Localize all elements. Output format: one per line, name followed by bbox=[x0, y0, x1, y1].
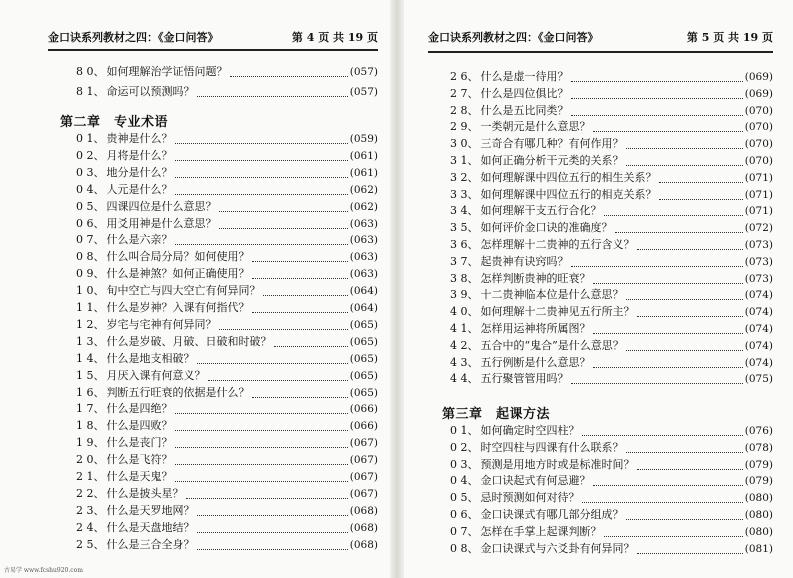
toc-leader-dots bbox=[252, 251, 348, 262]
toc-leader-dots bbox=[604, 526, 743, 537]
toc-entry-page: (059) bbox=[349, 133, 378, 145]
toc-entry bbox=[76, 130, 378, 147]
toc-entry bbox=[450, 506, 773, 523]
toc-entry-page: (064) bbox=[349, 302, 378, 314]
toc-entry-number: 0 1、 bbox=[450, 424, 479, 437]
toc-entry bbox=[76, 181, 378, 198]
toc-entry bbox=[450, 102, 773, 119]
toc-entry-page: (067) bbox=[349, 487, 378, 500]
header-rule bbox=[428, 51, 773, 53]
toc-entry-number: 0 5、 bbox=[76, 199, 105, 213]
toc-entry-number: 4 1、 bbox=[450, 322, 479, 335]
toc-entry-title: 如何理解十二贵神见五行所主？ bbox=[480, 305, 635, 319]
toc-entry-page: (081) bbox=[744, 542, 773, 555]
toc-entry bbox=[450, 489, 773, 506]
toc-entry bbox=[76, 468, 378, 485]
left-page-header bbox=[48, 30, 378, 46]
toc-entry-number: 0 6、 bbox=[76, 216, 105, 230]
toc-leader-dots bbox=[197, 505, 348, 516]
toc-entry-title: 时空四柱与四课有什么联系？ bbox=[480, 440, 624, 454]
toc-entry-number: 1 8、 bbox=[76, 419, 105, 433]
toc-leader-dots bbox=[615, 222, 743, 233]
toc-entry-number: 2 9、 bbox=[450, 120, 479, 134]
toc-entry bbox=[76, 299, 378, 316]
toc-entry bbox=[76, 164, 378, 181]
toc-entry bbox=[76, 198, 378, 215]
toc-entry-page: (061) bbox=[349, 166, 378, 179]
toc-entry-number: 3 7、 bbox=[450, 254, 479, 268]
toc-entry-number: 3 2、 bbox=[450, 170, 479, 184]
left-page bbox=[0, 0, 393, 578]
toc-leader-dots bbox=[626, 509, 743, 520]
toc-leader-dots bbox=[175, 167, 348, 178]
toc-entry-title: 什么是神煞？如何正确使用？ bbox=[106, 267, 250, 281]
toc-leader-dots bbox=[197, 86, 348, 97]
toc-entry-title: 如何理解课中四位五行的相克关系？ bbox=[480, 187, 657, 201]
toc-entry-number: 1 4、 bbox=[76, 351, 105, 365]
toc-entry-page: (080) bbox=[744, 509, 773, 521]
toc-entry bbox=[450, 152, 773, 169]
toc-entry-number: 3 0、 bbox=[450, 137, 479, 151]
toc-entry-page: (071) bbox=[744, 188, 773, 201]
toc-entry-page: (069) bbox=[744, 71, 773, 83]
toc-leader-dots bbox=[593, 121, 743, 132]
toc-leader-dots bbox=[637, 543, 743, 554]
toc-entry-page: (065) bbox=[349, 318, 378, 331]
toc-entry-page: (062) bbox=[349, 183, 378, 196]
toc-entry-number: 2 7、 bbox=[450, 86, 479, 100]
toc-leader-dots bbox=[175, 471, 348, 482]
toc-entry-title: 五合中的“鬼合”是什么意思？ bbox=[480, 338, 624, 352]
toc-entry-number: 2 4、 bbox=[76, 520, 105, 534]
toc-entry bbox=[450, 422, 773, 439]
toc-entry bbox=[76, 451, 378, 468]
toc-entry-number: 0 7、 bbox=[450, 524, 479, 538]
toc-leader-dots bbox=[197, 353, 348, 364]
toc-entry-title: 判断五行旺衰的依据是什么？ bbox=[106, 385, 250, 399]
toc-entry-page: (065) bbox=[349, 369, 378, 382]
toc-entry-number: 3 5、 bbox=[450, 221, 479, 235]
toc-entry-number: 3 3、 bbox=[450, 187, 479, 201]
toc-leader-dots bbox=[593, 357, 743, 368]
toc-entry bbox=[76, 63, 378, 80]
toc-entry-title: 三奇合有哪几种？有何作用？ bbox=[480, 137, 624, 151]
toc-entry-title: 什么是天盘地结？ bbox=[106, 520, 195, 534]
toc-entry bbox=[450, 472, 773, 489]
toc-entry-title: 忌时预测如何对待？ bbox=[480, 491, 580, 505]
toc-leader-dots bbox=[219, 319, 348, 330]
toc-entry-number: 8 1、 bbox=[76, 85, 105, 98]
toc-entry-title: 人元是什么？ bbox=[106, 182, 173, 196]
toc-entry-title: 什么是天鬼？ bbox=[106, 470, 173, 483]
toc-leader-dots bbox=[604, 205, 743, 216]
toc-entry-title: 什么是岁破、月破、日破和时破？ bbox=[106, 334, 272, 348]
toc-entry-number: 1 0、 bbox=[76, 284, 105, 298]
toc-leader-dots bbox=[175, 403, 348, 414]
toc-entry-title: 四课四位是什么意思？ bbox=[106, 199, 217, 213]
toc-entry-title: 什么是虚一待用？ bbox=[480, 70, 569, 83]
toc-entry-title: 怎样用运神将所属图？ bbox=[480, 322, 591, 335]
toc-entry bbox=[76, 434, 378, 451]
toc-entry-page: (068) bbox=[349, 504, 378, 517]
toc-leader-dots bbox=[637, 459, 743, 470]
toc-entry-title: 什么是四位俱比？ bbox=[480, 86, 569, 100]
toc-entry-number: 3 1、 bbox=[450, 154, 479, 167]
toc-entry-number: 0 4、 bbox=[450, 474, 479, 488]
toc-leader-dots bbox=[175, 234, 348, 245]
toc-entry-page: (071) bbox=[744, 205, 773, 218]
toc-leader-dots bbox=[637, 306, 743, 317]
toc-entry-number: 0 3、 bbox=[450, 457, 479, 471]
toc-entry-title: 月厌入课有何意义？ bbox=[106, 368, 206, 382]
toc-entry bbox=[450, 303, 773, 320]
toc-entry-page: (075) bbox=[744, 373, 773, 386]
toc-leader-dots bbox=[571, 88, 743, 99]
toc-entry-title: 用爻用神是什么意思？ bbox=[106, 216, 217, 230]
toc-entry-title: 什么是飞符？ bbox=[106, 453, 173, 467]
toc-entry-number: 8 0、 bbox=[76, 65, 105, 78]
toc-entry-title: 什么是六亲？ bbox=[106, 233, 173, 247]
toc-entry bbox=[450, 186, 773, 203]
toc-entry-page: (057) bbox=[349, 86, 378, 98]
toc-leader-dots bbox=[208, 370, 348, 381]
toc-entry-title: 什么是三合全身？ bbox=[106, 537, 195, 551]
toc-entry-page: (063) bbox=[349, 251, 378, 264]
toc-entry-page: (062) bbox=[349, 200, 378, 213]
toc-entry-title: 什么叫合局分局？如何使用？ bbox=[106, 250, 250, 264]
toc-entry-number: 3 6、 bbox=[450, 238, 479, 251]
toc-entry-page: (073) bbox=[744, 239, 773, 251]
toc-leader-dots bbox=[571, 71, 743, 82]
toc-leader-dots bbox=[571, 105, 743, 116]
toc-entry bbox=[450, 270, 773, 287]
toc-entry-page: (065) bbox=[349, 386, 378, 399]
toc-entry bbox=[450, 320, 773, 337]
toc-entry-title: 十二贵神临本位是什么意思？ bbox=[480, 288, 624, 302]
toc-entry-page: (070) bbox=[744, 138, 773, 151]
toc-entry bbox=[76, 350, 378, 367]
toc-entry bbox=[76, 400, 378, 417]
toc-entry-number: 1 3、 bbox=[76, 334, 105, 348]
toc-entry-page: (070) bbox=[744, 155, 773, 167]
toc-entry-title: 金口诀课式与六爻卦有何异同？ bbox=[480, 541, 635, 555]
toc-entry-title: 地分是什么？ bbox=[106, 165, 173, 179]
toc-entry-title: 旬中空亡与四大空亡有何异同？ bbox=[106, 284, 261, 298]
toc-entry-number: 1 7、 bbox=[76, 402, 105, 416]
toc-entry bbox=[76, 316, 378, 333]
toc-entry-page: (067) bbox=[349, 471, 378, 483]
toc-entry-number: 0 1、 bbox=[76, 132, 105, 145]
toc-entry-number: 3 8、 bbox=[450, 271, 479, 285]
toc-entry-page: (067) bbox=[349, 437, 378, 450]
chapter-heading: 第二章 专业术语 bbox=[60, 115, 169, 130]
toc-entry-title: 怎样判断贵神的旺衰？ bbox=[480, 271, 591, 285]
toc-entry-number: 0 4、 bbox=[76, 182, 105, 196]
toc-entry bbox=[76, 502, 378, 519]
toc-entry bbox=[450, 169, 773, 186]
toc-leader-dots bbox=[571, 256, 743, 267]
toc-entry-number: 0 8、 bbox=[76, 250, 105, 264]
toc-entry bbox=[450, 540, 773, 557]
toc-leader-dots bbox=[571, 373, 743, 384]
toc-entry-page: (076) bbox=[744, 425, 773, 437]
toc-entry-title: 如何理解治学证悟问题？ bbox=[106, 65, 228, 78]
toc-entry-page: (071) bbox=[744, 171, 773, 184]
toc-leader-dots bbox=[582, 492, 743, 503]
toc-entry-number: 0 5、 bbox=[450, 491, 479, 505]
toc-entry-page: (061) bbox=[349, 149, 378, 162]
toc-entry-page: (069) bbox=[744, 87, 773, 100]
toc-entry-title: 如何理解课中四位五行的相生关系？ bbox=[480, 170, 657, 184]
toc-entry bbox=[450, 236, 773, 253]
toc-entry-title: 什么是四败？ bbox=[106, 419, 173, 433]
right-page-header bbox=[428, 30, 773, 46]
toc-leader-dots bbox=[626, 442, 743, 453]
toc-leader-dots bbox=[626, 138, 743, 149]
toc-leader-dots bbox=[274, 336, 348, 347]
toc-entry-title: 金口诀起式有何忌避？ bbox=[480, 474, 591, 488]
toc-entry bbox=[76, 248, 378, 265]
toc-entry-title: 什么是天罗地网？ bbox=[106, 503, 195, 517]
toc-entry-title: 五行例断是什么意思？ bbox=[480, 355, 591, 369]
toc-entry bbox=[76, 333, 378, 350]
toc-entry bbox=[450, 135, 773, 152]
toc-entry-page: (074) bbox=[744, 339, 773, 352]
toc-entry-number: 1 2、 bbox=[76, 317, 105, 331]
toc-leader-dots bbox=[230, 66, 348, 77]
toc-entry bbox=[76, 215, 378, 232]
toc-entry-page: (066) bbox=[349, 403, 378, 416]
toc-leader-dots bbox=[626, 155, 743, 166]
toc-leader-dots bbox=[637, 239, 743, 250]
toc-entry-page: (070) bbox=[744, 121, 773, 134]
toc-entry-page: (073) bbox=[744, 255, 773, 268]
toc-entry-number: 2 2、 bbox=[76, 486, 105, 500]
toc-entry-title: 月将是什么？ bbox=[106, 148, 173, 162]
footer-watermark: 古易学 www.fcshu920.com bbox=[4, 567, 83, 574]
toc-entry-title: 贵神是什么？ bbox=[106, 132, 173, 145]
toc-entry bbox=[450, 118, 773, 135]
toc-entry-number: 2 3、 bbox=[76, 503, 105, 517]
toc-entry-page: (064) bbox=[349, 285, 378, 298]
right-page bbox=[400, 0, 793, 578]
toc-leader-dots bbox=[626, 289, 743, 300]
toc-entry-number: 0 8、 bbox=[450, 541, 479, 555]
toc-entry-title: 什么是四绝？ bbox=[106, 402, 173, 416]
toc-entry-page: (080) bbox=[744, 492, 773, 505]
toc-entry-number: 2 0、 bbox=[76, 453, 105, 467]
toc-entry-page: (074) bbox=[744, 356, 773, 369]
toc-entry bbox=[450, 456, 773, 473]
toc-entry-page: (074) bbox=[744, 289, 773, 302]
toc-entry-number: 2 6、 bbox=[450, 70, 479, 83]
toc-entry-title: 一类朝元是什么意思？ bbox=[480, 120, 591, 134]
toc-entry-page: (068) bbox=[349, 521, 378, 534]
chapter-heading: 第三章 起课方法 bbox=[442, 407, 551, 422]
toc-entry-title: 如何评价金口诀的准确度？ bbox=[480, 221, 613, 235]
toc-entry-page: (073) bbox=[744, 272, 773, 285]
toc-entry bbox=[76, 417, 378, 434]
toc-entry-title: 怎样在手掌上起课判断？ bbox=[480, 524, 602, 538]
toc-entry-page: (074) bbox=[744, 323, 773, 335]
toc-entry-title: 什么是岁神？入课有何指代？ bbox=[106, 301, 250, 314]
toc-leader-dots bbox=[593, 475, 743, 486]
toc-entry-title: 起贵神有诀窍吗？ bbox=[480, 254, 569, 268]
toc-entry-number: 1 5、 bbox=[76, 368, 105, 382]
toc-entry-page: (079) bbox=[744, 475, 773, 488]
toc-entry-number: 4 4、 bbox=[450, 372, 479, 386]
toc-entry-page: (080) bbox=[744, 525, 773, 538]
toc-entry-number: 0 3、 bbox=[76, 165, 105, 179]
toc-entry bbox=[450, 68, 773, 85]
toc-entry-number: 1 6、 bbox=[76, 385, 105, 399]
toc-entry bbox=[450, 286, 773, 303]
toc-entry-number: 2 5、 bbox=[76, 537, 105, 551]
toc-leader-dots bbox=[175, 437, 348, 448]
toc-leader-dots bbox=[186, 488, 348, 499]
toc-entry-page: (063) bbox=[349, 268, 378, 281]
toc-entry bbox=[76, 367, 378, 384]
toc-leader-dots bbox=[626, 340, 743, 351]
toc-entry-page: (078) bbox=[744, 441, 773, 454]
toc-entry-title: 五行聚管管用吗？ bbox=[480, 372, 569, 386]
toc-leader-dots bbox=[175, 420, 348, 431]
header-title: 金口诀系列教材之四：《金口问答》 bbox=[428, 31, 599, 44]
toc-entry-page: (072) bbox=[744, 222, 773, 235]
toc-entry-title: 什么是地支相破？ bbox=[106, 351, 195, 365]
header-title: 金口诀系列教材之四：《金口问答》 bbox=[48, 31, 219, 44]
toc-entry bbox=[450, 219, 773, 236]
toc-entry-page: (067) bbox=[349, 454, 378, 467]
header-rule bbox=[48, 49, 378, 51]
toc-entry-title: 怎样理解十二贵神的五行含义？ bbox=[480, 238, 635, 251]
toc-entry-number: 4 3、 bbox=[450, 355, 479, 369]
toc-entry-number: 0 2、 bbox=[76, 148, 105, 162]
toc-leader-dots bbox=[175, 150, 348, 161]
toc-leader-dots bbox=[197, 539, 348, 550]
toc-entry-page: (068) bbox=[349, 538, 378, 551]
toc-entry-page: (079) bbox=[744, 458, 773, 471]
toc-entry-number: 2 1、 bbox=[76, 470, 105, 483]
toc-leader-dots bbox=[219, 218, 348, 229]
toc-entry bbox=[450, 439, 773, 456]
toc-entry-page: (063) bbox=[349, 234, 378, 247]
toc-leader-dots bbox=[175, 184, 348, 195]
toc-entry-number: 2 8、 bbox=[450, 103, 479, 117]
toc-leader-dots bbox=[593, 323, 743, 334]
toc-entry bbox=[450, 85, 773, 102]
toc-entry-number: 0 9、 bbox=[76, 267, 105, 281]
toc-entry-title: 如何确定时空四柱？ bbox=[480, 424, 580, 437]
toc-entry-page: (066) bbox=[349, 420, 378, 433]
toc-entry bbox=[450, 523, 773, 540]
toc-entry-title: 命运可以预测吗？ bbox=[106, 85, 195, 98]
toc-leader-dots bbox=[219, 201, 348, 212]
toc-entry bbox=[450, 370, 773, 387]
header-page-number: 第 5 页 共 19 页 bbox=[686, 31, 773, 44]
toc-entry bbox=[76, 83, 378, 100]
toc-leader-dots bbox=[263, 285, 348, 296]
toc-leader-dots bbox=[175, 133, 348, 144]
toc-leader-dots bbox=[252, 387, 348, 398]
toc-entry bbox=[450, 337, 773, 354]
toc-entry-title: 岁宅与宅神有何异同？ bbox=[106, 317, 217, 331]
toc-entry bbox=[76, 384, 378, 401]
toc-entry-title: 金口诀课式有哪几部分组成？ bbox=[480, 508, 624, 521]
toc-entry bbox=[76, 282, 378, 299]
toc-entry-number: 4 0、 bbox=[450, 305, 479, 319]
toc-entry-number: 1 1、 bbox=[76, 301, 105, 314]
toc-leader-dots bbox=[593, 273, 743, 284]
toc-entry-number: 1 9、 bbox=[76, 436, 105, 450]
toc-leader-dots bbox=[197, 522, 348, 533]
toc-entry bbox=[450, 354, 773, 371]
toc-entry bbox=[450, 253, 773, 270]
toc-entry bbox=[76, 519, 378, 536]
toc-entry bbox=[76, 231, 378, 248]
toc-entry-number: 3 9、 bbox=[450, 288, 479, 302]
toc-entry-page: (057) bbox=[349, 66, 378, 78]
toc-entry bbox=[76, 536, 378, 553]
toc-entry-number: 0 2、 bbox=[450, 440, 479, 454]
toc-leader-dots bbox=[659, 172, 743, 183]
toc-leader-dots bbox=[659, 189, 743, 200]
toc-entry bbox=[76, 147, 378, 164]
toc-entry-page: (065) bbox=[349, 335, 378, 348]
toc-entry-page: (065) bbox=[349, 352, 378, 365]
toc-entry-title: 什么是五比同类？ bbox=[480, 103, 569, 117]
toc-entry-title: 如何理解干支五行合化？ bbox=[480, 204, 602, 218]
toc-entry-title: 如何正确分析干元类的关系？ bbox=[480, 154, 624, 167]
toc-entry-page: (063) bbox=[349, 217, 378, 230]
toc-leader-dots bbox=[582, 425, 743, 436]
toc-entry-number: 4 2、 bbox=[450, 338, 479, 352]
toc-entry-page: (070) bbox=[744, 104, 773, 117]
toc-entry bbox=[76, 265, 378, 282]
header-page-number: 第 4 页 共 19 页 bbox=[291, 31, 378, 44]
toc-leader-dots bbox=[175, 454, 348, 465]
toc-entry-number: 3 4、 bbox=[450, 204, 479, 218]
toc-entry-number: 0 7、 bbox=[76, 233, 105, 247]
toc-entry-title: 什么是丧门？ bbox=[106, 436, 173, 450]
toc-entry bbox=[450, 202, 773, 219]
toc-entry-title: 什么是披头星？ bbox=[106, 486, 184, 500]
toc-leader-dots bbox=[252, 268, 348, 279]
toc-entry-page: (074) bbox=[744, 306, 773, 319]
toc-entry bbox=[76, 485, 378, 502]
toc-entry-number: 0 6、 bbox=[450, 508, 479, 521]
toc-leader-dots bbox=[252, 302, 348, 313]
toc-entry-title: 预测是用地方时或是标准时间？ bbox=[480, 457, 635, 471]
